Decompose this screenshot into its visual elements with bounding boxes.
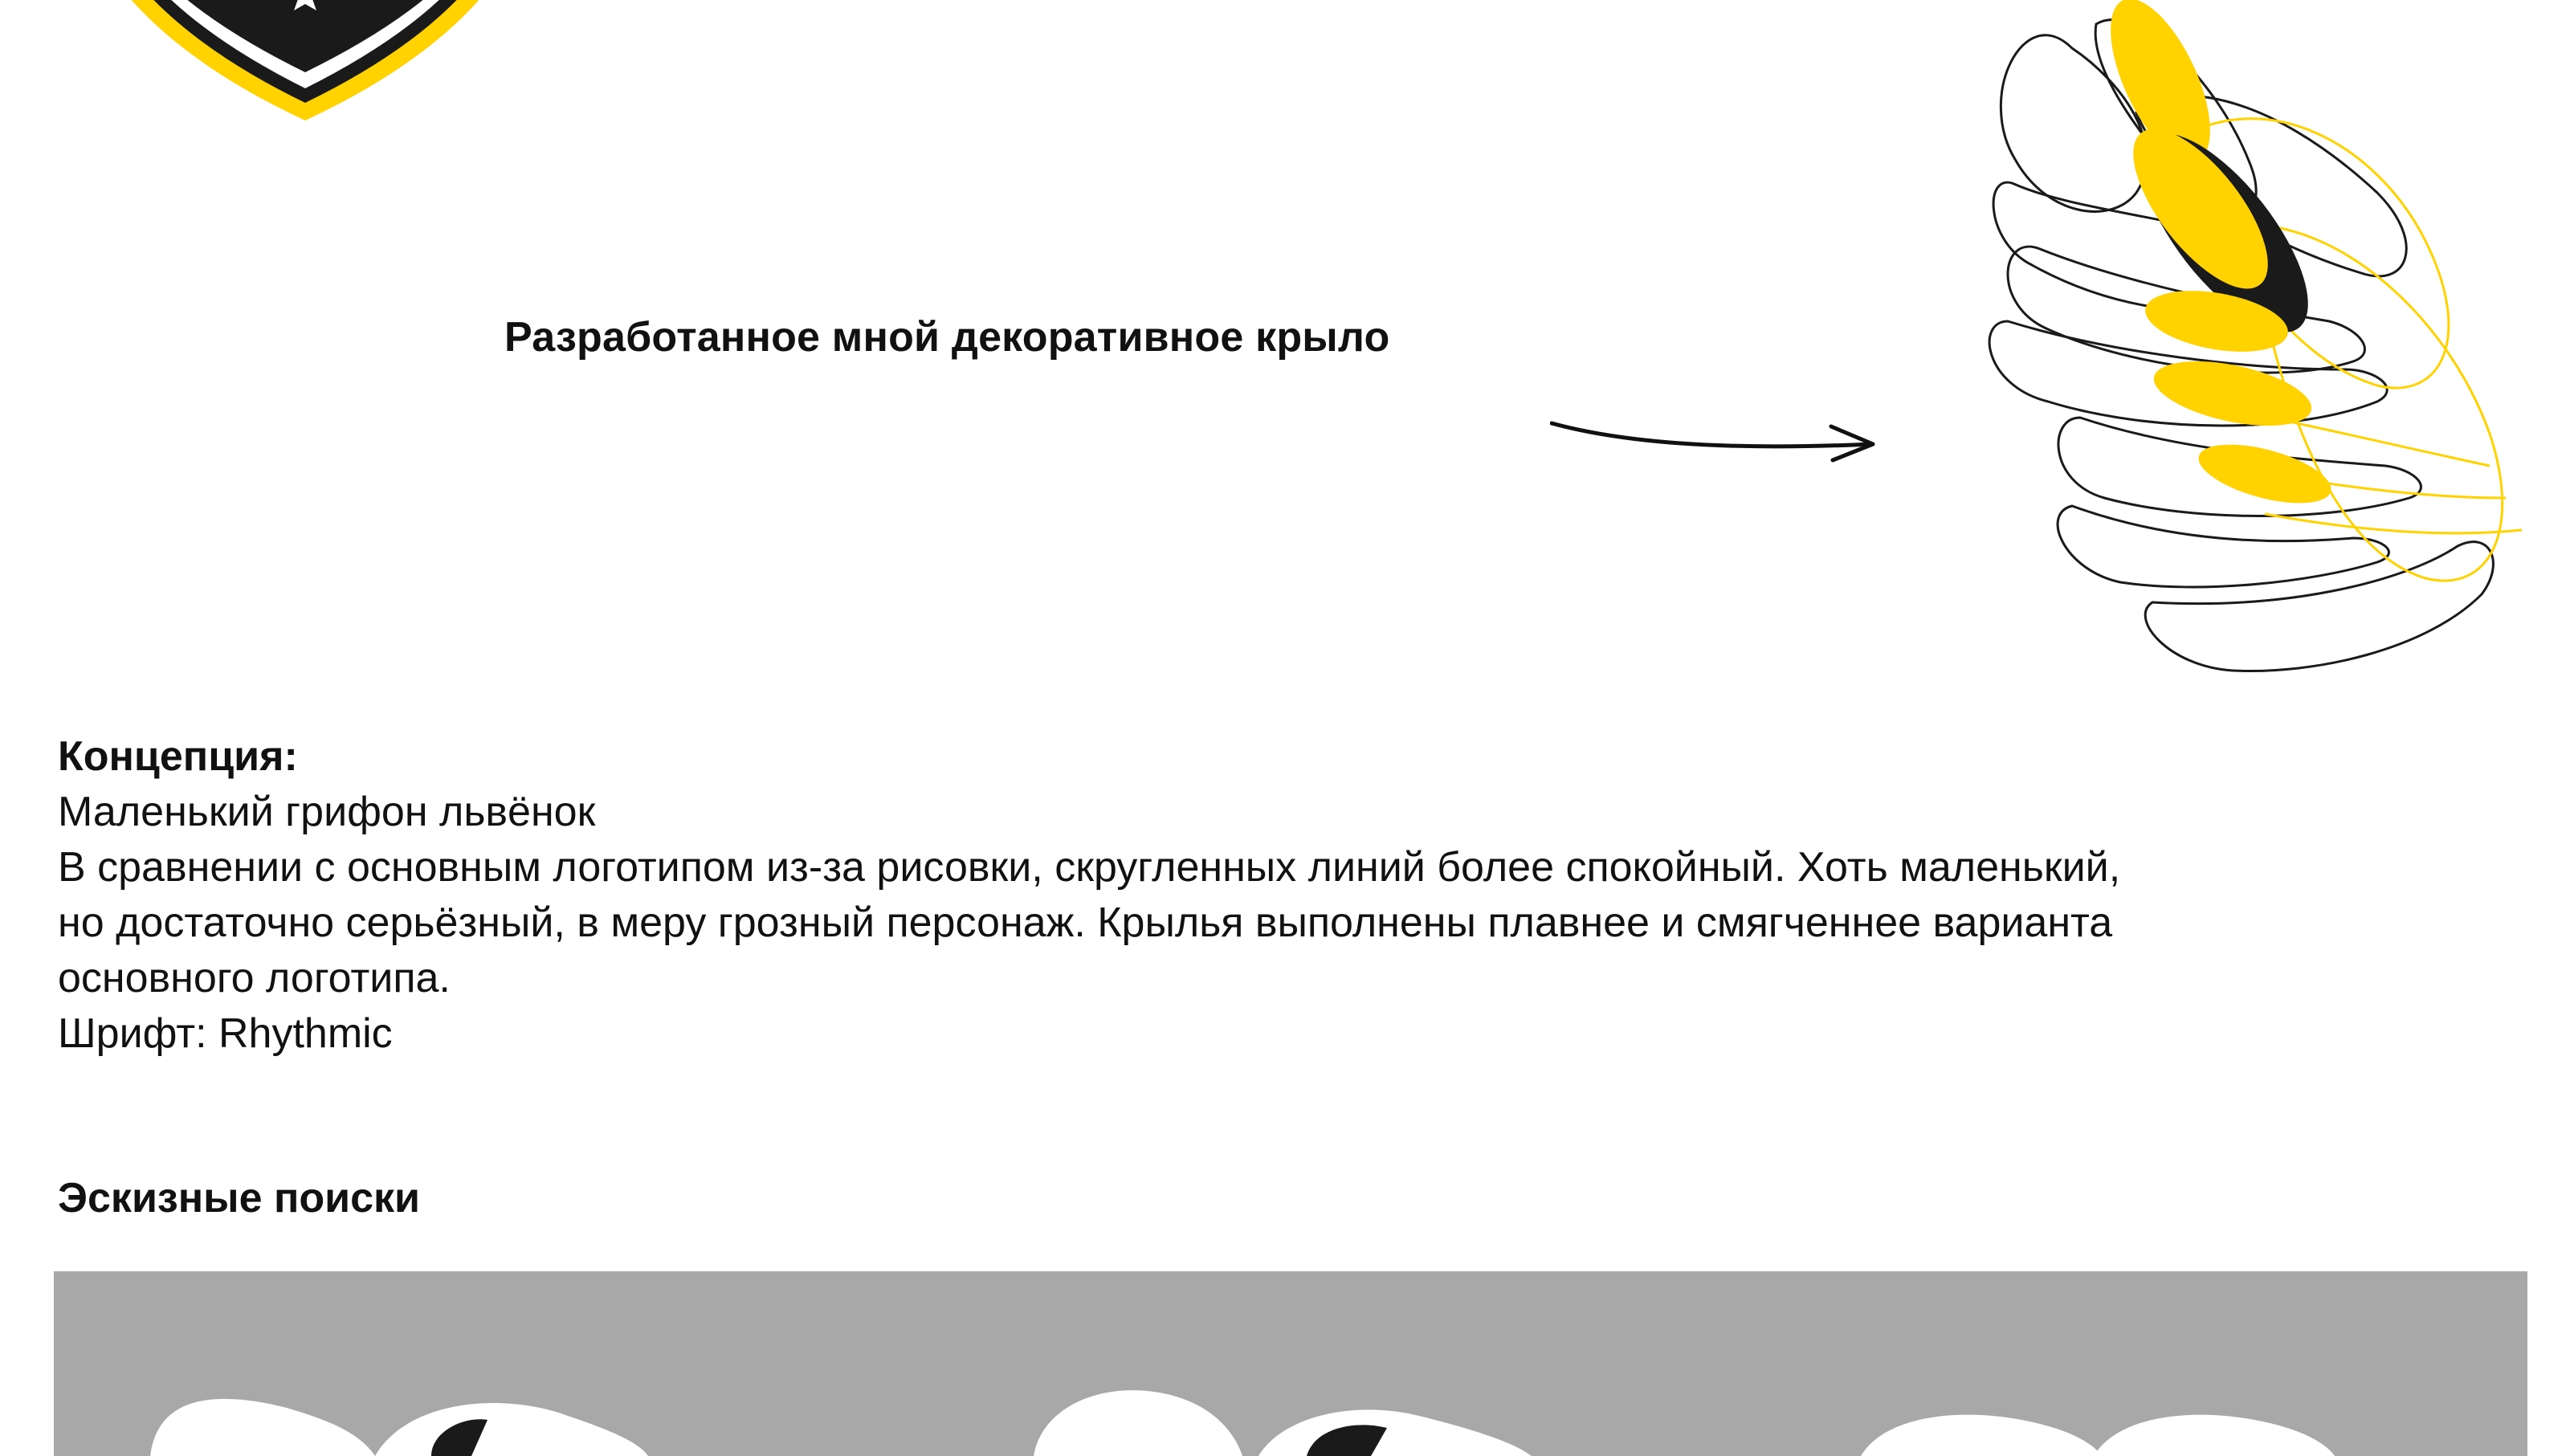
concept-section: [58, 729, 2548, 1062]
concept-line: В сравнении с основным логотипом из-за рисовки, скругленных линий более спокойный. Хоть маленький,: [58, 844, 2121, 891]
concept-line: основного логотипа.: [58, 955, 451, 1001]
concept-line: но достаточно серьёзный, в меру грозный персонаж. Крылья выполнены плавнее и смягченнее варианта: [58, 899, 2113, 946]
shield-emblem-icon: [120, 0, 490, 128]
decorative-wing-icon: [1928, 0, 2570, 707]
sketch-shapes-icon: [54, 1271, 2527, 1456]
sketches-panel: [54, 1271, 2527, 1456]
arrow-right-icon: [1550, 406, 1887, 470]
wing-caption: Разработанное мной декоративное крыло: [504, 314, 1390, 361]
concept-line: Маленький грифон львёнок: [58, 789, 596, 835]
concept-heading: Концепция:: [58, 733, 298, 780]
sketches-heading: Эскизные поиски: [58, 1175, 420, 1221]
concept-font-line: Шрифт: Rhythmic: [58, 1010, 393, 1057]
